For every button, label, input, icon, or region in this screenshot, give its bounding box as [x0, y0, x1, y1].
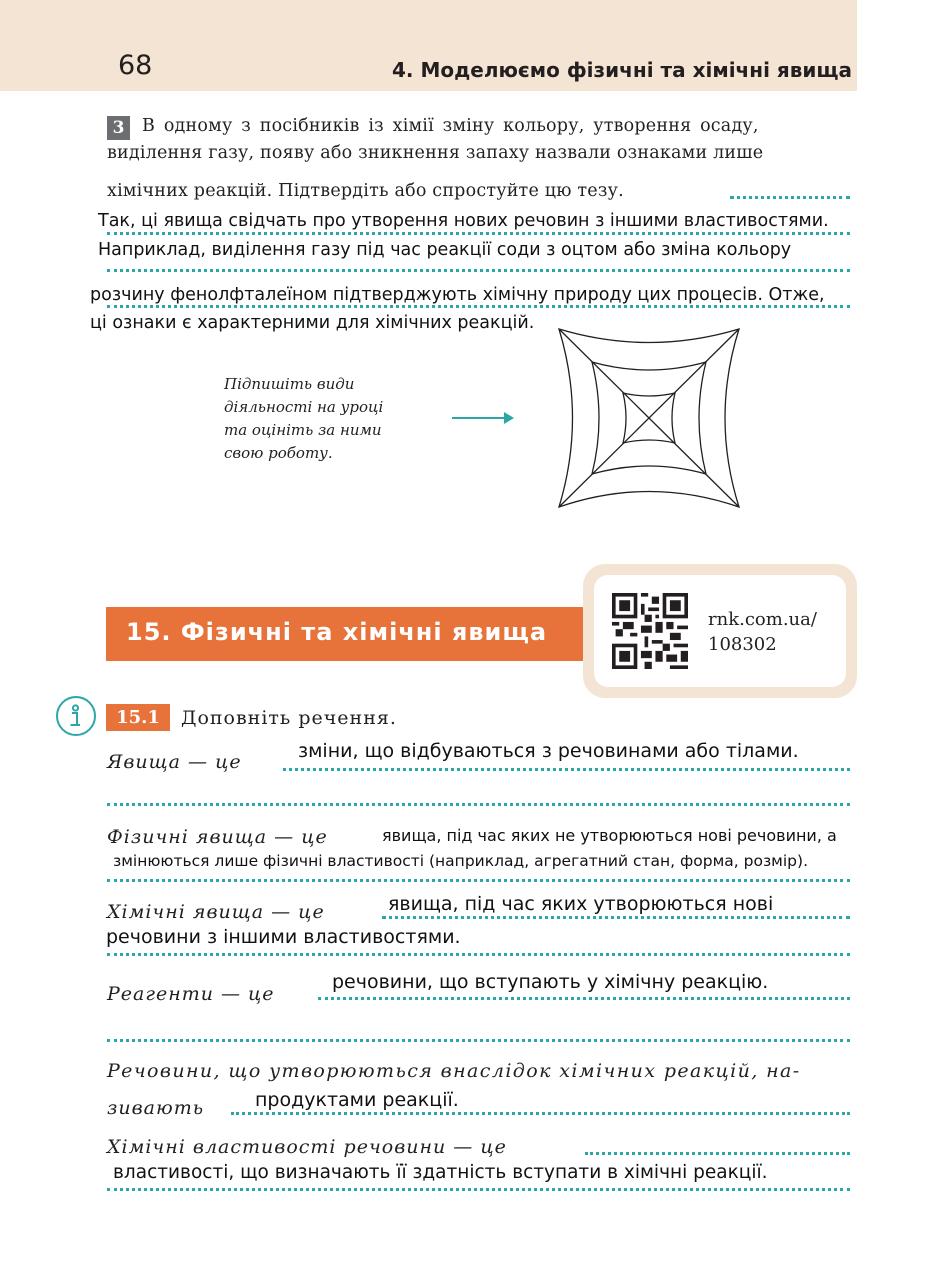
qr-link-line: rnk.com.ua/	[708, 609, 817, 630]
answer-phenomena[interactable]: зміни, що відбуваються з речовинами або тілами.	[298, 740, 799, 762]
term-phenomena: Явища — це	[107, 751, 242, 773]
reflection-line: та оцініть за ними	[224, 421, 382, 439]
answer-physical-phenomena[interactable]: змінюються лише фізичні властивості (наприклад, агрегатний стан, форма, розмір).	[113, 852, 808, 870]
term-chemical-phenomena: Хімічні явища — це	[107, 901, 325, 923]
answer-dotted-line	[730, 196, 850, 199]
term-products: Речовини, що утворюються внаслідок хімічних реакцій, на-	[107, 1060, 801, 1082]
reflection-line: свою роботу.	[224, 444, 333, 462]
answer-chemical-phenomena[interactable]: речовини з іншими властивостями.	[106, 926, 461, 948]
answer-dotted-line	[107, 953, 850, 956]
reflection-line: Підпишіть види	[224, 375, 355, 393]
term-reagents: Реагенти — це	[107, 983, 275, 1005]
answer-products[interactable]: продуктами реакції.	[255, 1089, 459, 1111]
chapter-title: 4. Моделюємо фізичні та хімічні явища	[392, 58, 853, 82]
info-icon	[56, 696, 96, 736]
task-answer-text: Так, ці явища свідчать про утворення нових речовин з іншими властивостями.	[98, 211, 829, 231]
term-products-continued: зивають	[107, 1097, 205, 1119]
qr-link-text[interactable]	[708, 607, 817, 657]
answer-reagents[interactable]: речовини, що вступають у хімічну реакцію.	[332, 971, 769, 993]
task-question-line: хімічних реакцій. Підтвердіть або спростуйте цю тезу.	[107, 181, 624, 201]
task-question-line: В одному з посібників із хімії зміну кольору, утворення осаду,	[142, 116, 759, 136]
answer-dotted-line	[283, 768, 850, 771]
exercise-number-badge: 15.1	[106, 704, 170, 731]
answer-dotted-line	[585, 1152, 850, 1155]
term-chemical-properties: Хімічні властивості речовини — це	[107, 1136, 507, 1158]
section-title: 15. Фізичні та хімічні явища	[126, 618, 548, 646]
task-answer-text: розчину фенолфталеїном підтверджують хімічну природу цих процесів. Отже,	[90, 285, 825, 305]
reflection-web-diagram[interactable]	[556, 326, 742, 510]
page-number: 68	[118, 50, 153, 81]
term-physical-phenomena: Фізичні явища — це	[107, 826, 328, 848]
qr-link-line: 108302	[708, 634, 777, 655]
answer-dotted-line	[107, 269, 850, 272]
reflection-line: діяльності на уроці	[224, 398, 384, 416]
task-number-badge: 3	[107, 116, 130, 140]
exercise-instruction: Доповніть речення.	[181, 707, 397, 729]
answer-physical-phenomena[interactable]: явища, під час яких не утворюються нові речовини, а	[382, 826, 837, 845]
answer-chemical-properties[interactable]: властивості, що визначають її здатність вступати в хімічні реакції.	[113, 1162, 768, 1183]
answer-dotted-line	[382, 916, 850, 919]
answer-dotted-line	[107, 305, 850, 308]
answer-dotted-line	[107, 1039, 850, 1042]
answer-dotted-line	[107, 232, 850, 235]
answer-dotted-line	[107, 879, 850, 882]
answer-chemical-phenomena[interactable]: явища, під час яких утворюються нові	[388, 893, 774, 915]
task-answer-text: ці ознаки є характерними для хімічних реакцій.	[90, 313, 535, 333]
task-answer-text: Наприклад, виділення газу під час реакції соди з оцтом або зміна кольору	[98, 240, 792, 260]
reflection-instruction	[224, 373, 383, 465]
answer-dotted-line	[107, 803, 850, 806]
answer-dotted-line	[231, 1112, 850, 1115]
task-question-line: виділення газу, появу або зникнення запаху назвали ознаками лише	[107, 143, 764, 163]
qr-code-icon[interactable]	[612, 593, 688, 669]
arrow-right-icon	[452, 408, 516, 428]
answer-dotted-line	[318, 997, 850, 1000]
answer-dotted-line	[107, 1188, 850, 1191]
